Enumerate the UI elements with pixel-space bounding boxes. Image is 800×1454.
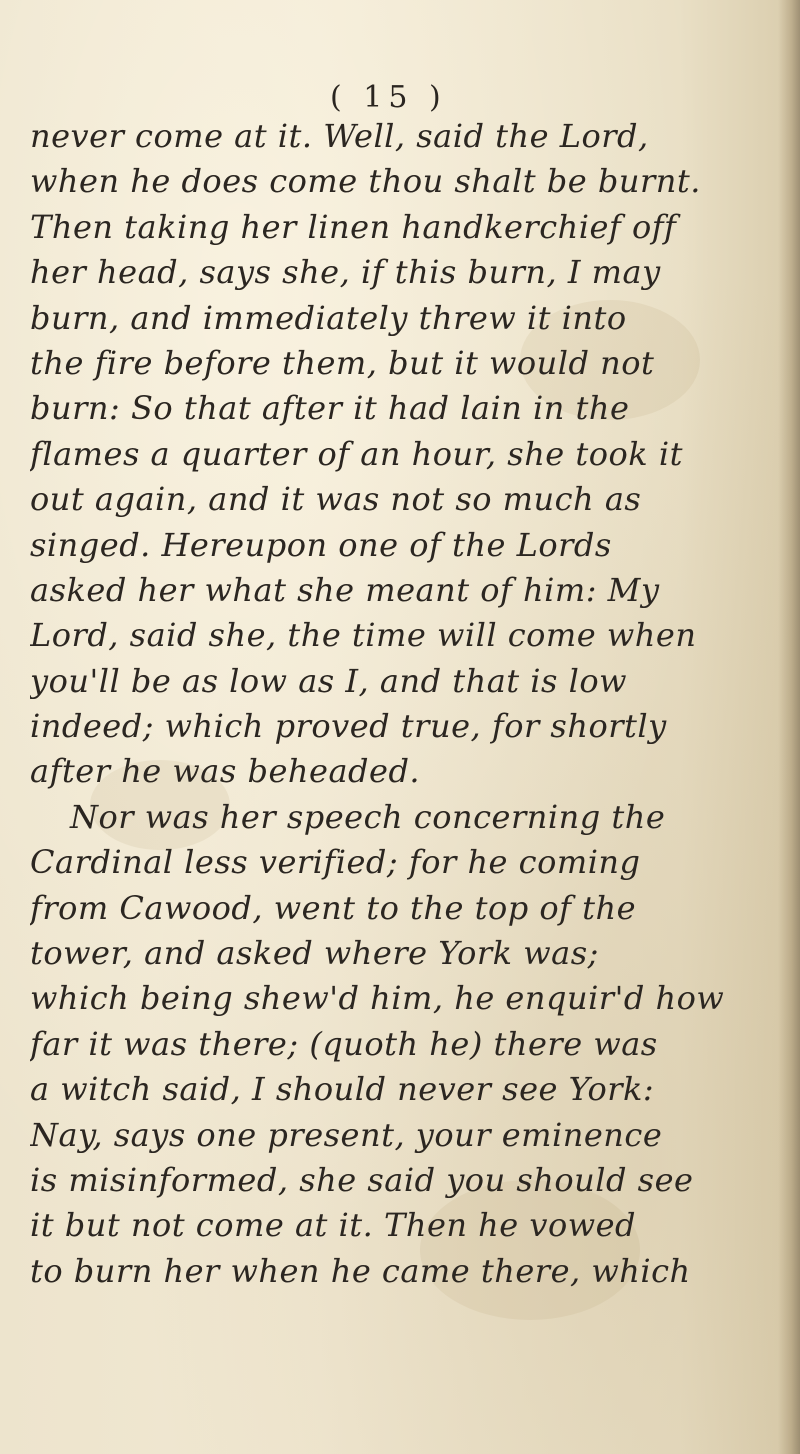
text-line: flames a quarter of an hour, she took it <box>30 434 683 473</box>
text-line: burn: So that after it had lain in the <box>30 389 630 428</box>
text-line: Cardinal less verified; for he coming <box>30 843 641 882</box>
text-line: you'll be as low as I, and that is low <box>30 661 628 700</box>
text-line: out again, and it was not so much as <box>30 480 642 519</box>
text-line: Nay, says one present, your eminence <box>30 1115 663 1154</box>
text-line: never come at it. Well, said the Lord, <box>30 117 649 155</box>
text-line: her head, says she, if this burn, I may <box>30 253 661 292</box>
text-line: far it was there; (quoth he) there was <box>30 1024 658 1063</box>
text-line: from Cawood, went to the top of the <box>30 888 637 927</box>
text-line: Lord, said she, the time will come when <box>30 616 697 655</box>
text-line: is misinformed, she said you should see <box>30 1160 694 1199</box>
paragraph-start-line: Nor was her speech concerning the <box>70 797 666 836</box>
body-text <box>30 114 790 1294</box>
text-line: which being shew'd him, he enquir'd how <box>30 979 725 1018</box>
text-line: when he does come thou shalt be burnt. <box>30 162 701 201</box>
text-line: indeed; which proved true, for shortly <box>30 707 667 746</box>
text-line: tower, and asked where York was; <box>30 934 599 973</box>
text-line: burn, and immediately threw it into <box>30 298 627 337</box>
text-line: asked her what she meant of him: My <box>30 570 660 609</box>
text-line: after he was beheaded. <box>30 752 421 791</box>
text-line: Then taking her linen handkerchief off <box>30 207 677 246</box>
text-line: it but not come at it. Then he vowed <box>30 1206 637 1245</box>
text-line: singed. Hereupon one of the Lords <box>30 525 612 564</box>
text-line: a witch said, I should never see York: <box>30 1070 655 1109</box>
running-head: ( 15 ) <box>330 80 447 115</box>
text-line: to burn her when he came there, which <box>30 1251 691 1290</box>
text-line: the fire before them, but it would not <box>30 343 655 382</box>
